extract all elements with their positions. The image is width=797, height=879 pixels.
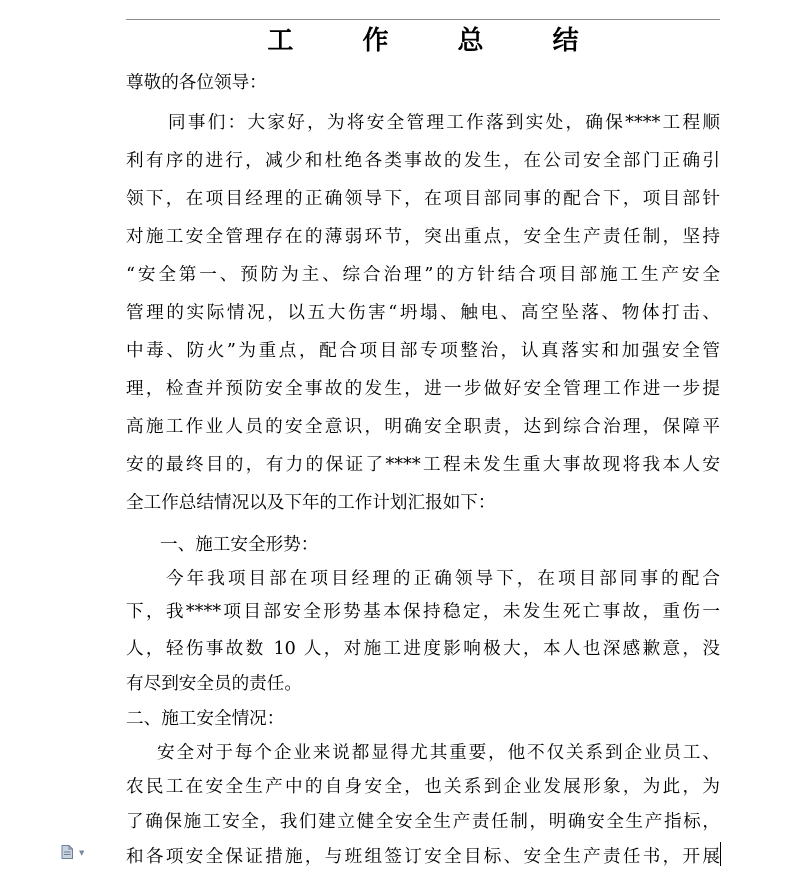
body-line: 理，检查并预防安全事故的发生，进一步做好安全管理工作进一步提 <box>126 379 720 399</box>
chevron-down-icon[interactable]: ▼ <box>79 849 85 857</box>
body-line: 利有序的进行，减少和杜绝各类事故的发生，在公司安全部门正确引 <box>126 151 720 171</box>
body-line: 领下，在项目经理的正确领导下，在项目部同事的配合下，项目部针 <box>126 189 720 209</box>
body-line: 和各项安全保证措施，与班组签订安全目标、安全生产责任书，开展 <box>126 847 720 867</box>
body-line: 全工作总结情况以及下年的工作计划汇报如下： <box>126 493 496 513</box>
body-line: “安全第一、预防为主、综合治理”的方针结合项目部施工生产安全 <box>126 265 720 285</box>
body-line: 人，轻伤事故数 10 人，对施工进度影响极大，本人也深感歉意，没 <box>126 639 720 659</box>
greeting-line: 尊敬的各位领导： <box>126 73 267 93</box>
body-line: 了确保施工安全，我们建立健全安全生产责任制，明确安全生产指标， <box>126 812 720 832</box>
body-line: 今年我项目部在项目经理的正确领导下，在项目部同事的配合 <box>166 569 720 589</box>
body-line: 中毒、防火”为重点，配合项目部专项整治，认真落实和加强安全管 <box>126 341 720 361</box>
body-line: 对施工安全管理存在的薄弱环节，突出重点，安全生产责任制，坚持 <box>126 227 720 247</box>
body-line: 管理的实际情况，以五大伤害“坍塌、触电、高空坠落、物体打击、 <box>126 303 720 323</box>
body-line: 安的最终目的，有力的保证了****工程未发生重大事故现将我本人安 <box>126 455 720 475</box>
body-line: 高施工作业人员的安全意识，明确安全职责，达到综合治理，保障平 <box>126 417 720 437</box>
text-cursor <box>720 842 721 866</box>
body-line: 农民工在安全生产中的自身安全，也关系到企业发展形象，为此，为 <box>126 777 720 797</box>
document-icon[interactable] <box>61 845 73 859</box>
body-line: 有尽到安全员的责任。 <box>126 674 302 694</box>
body-line: 安全对于每个企业来说都显得尤其重要，他不仅关系到企业员工、 <box>157 743 720 763</box>
document-title: 工 作 总 结 <box>267 26 609 56</box>
body-line: 下，我****项目部安全形势基本保持稳定，未发生死亡事故，重伤一 <box>126 602 720 622</box>
section-heading-2: 二、施工安全情况： <box>126 709 285 729</box>
body-line: 同事们：大家好，为将安全管理工作落到实处，确保****工程顺 <box>168 113 720 133</box>
section-heading-1: 一、施工安全形势： <box>160 535 319 555</box>
